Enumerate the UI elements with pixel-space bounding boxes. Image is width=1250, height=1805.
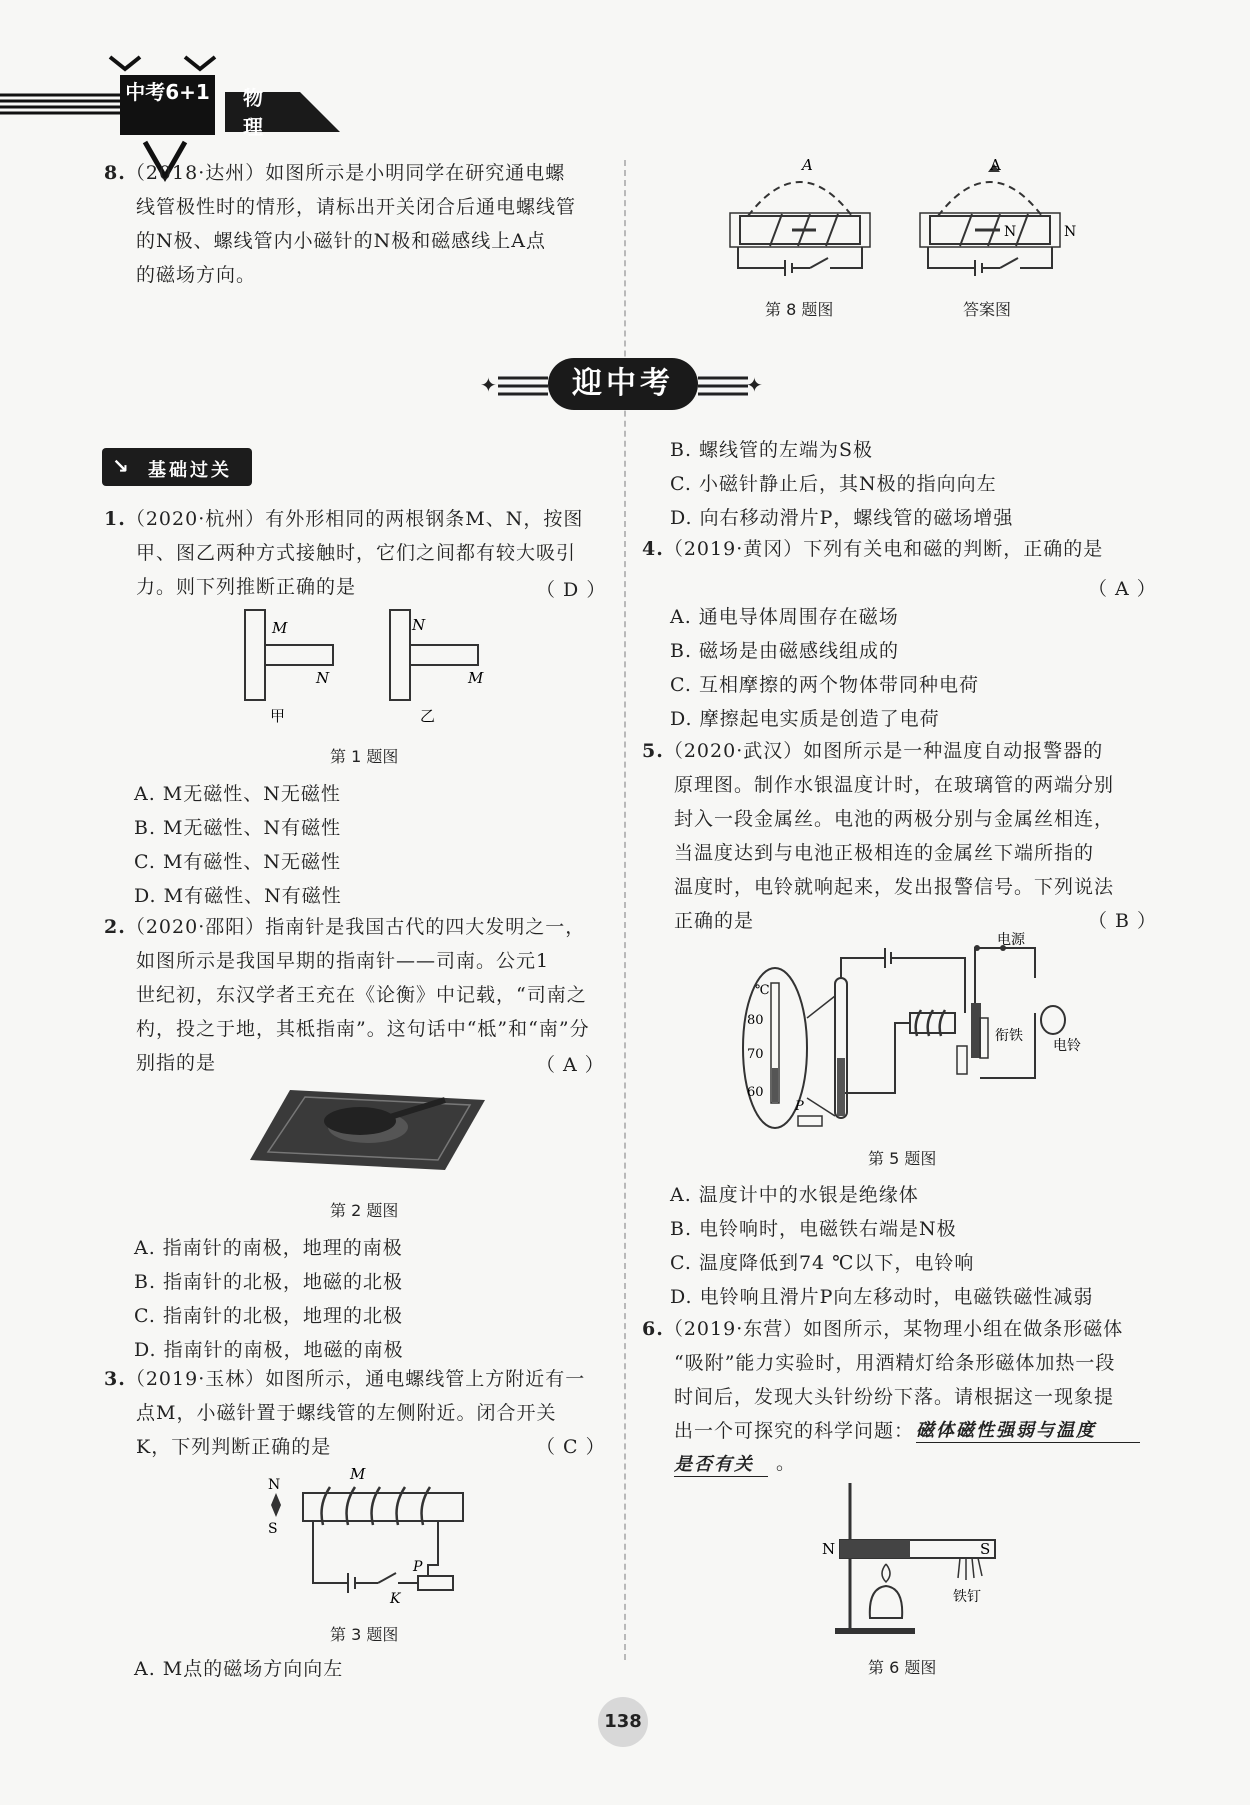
q3-option-d: D. 向右移动滑片P，螺线管的磁场增强 [670,507,1014,529]
q6-figure-caption: 第 6 题图 [868,1658,937,1677]
q1-figure-caption: 第 1 题图 [330,747,399,766]
q2-option-c: C. 指南针的北极，地理的北极 [134,1305,403,1327]
label-unit: ℃ [755,983,770,998]
q8-line: 线管极性时的情形，请标出开关闭合后通电螺线管 [136,196,577,218]
q8-answer-caption: 答案图 [963,300,1012,319]
q2-line: 如图所示是我国早期的指南针——司南。公元1 [136,950,550,972]
q6-period: 。 [776,1452,796,1474]
q3-option-c: C. 小磁针静止后，其N极的指向向左 [670,473,997,495]
q3-option-b: B. 螺线管的左端为S极 [670,439,874,461]
question-number: 8. [104,162,126,184]
question-number: 6. [642,1318,664,1340]
q3-line: （2019·玉林）如图所示，通电螺线管上方附近有一 [125,1368,586,1390]
question-number: 1. [104,508,126,530]
label-armature: 衔铁 [995,1028,1023,1044]
label-jia: 甲 [270,707,286,725]
label-power: 电源 [997,932,1025,948]
q5-option-b: B. 电铃响时，电磁铁右端是N极 [670,1218,957,1240]
label-s: S [980,1540,991,1558]
q1-line: 甲、图乙两种方式接触时，它们之间都有较大吸引 [136,542,577,564]
question-number: 5. [642,740,664,762]
q4-answer: （ A ） [1088,578,1157,600]
q1-answer: （ D ） [536,579,607,601]
question-8 [104,156,614,292]
q5-option-a: A. 温度计中的水银是绝缘体 [670,1184,919,1206]
q6-line: （2019·东营）如图所示，某物理小组在做条形磁体 [663,1318,1124,1340]
label-a: A [990,156,1001,174]
q8-answer-figure [920,158,1085,283]
q8-figure-caption: 第 8 题图 [765,300,834,319]
label-m: M [468,669,484,687]
q5-figure-caption: 第 5 题图 [868,1149,937,1168]
q5-answer: （ B ） [1088,910,1158,932]
label-n: N [412,616,426,634]
q2-line: 世纪初，东汉学者王充在《论衡》中记载，“司南之 [136,984,587,1006]
q2-line: （2020·邵阳）指南针是我国古代的四大发明之一， [125,916,586,938]
label-k: K [390,1591,401,1607]
q1-option-d: D. M有磁性、N有磁性 [134,885,342,907]
q6-figure [820,1478,1020,1638]
label-s: S [268,1521,278,1537]
q5-line: （2020·武汉）如图所示是一种温度自动报警器的 [663,740,1104,762]
q1-option-c: C. M有磁性、N无磁性 [134,851,342,873]
question-number: 3. [104,1368,126,1390]
q4-line: （2019·黄冈）下列有关电和磁的判断，正确的是 [663,538,1104,560]
q6-answer-line1: 磁体磁性强弱与温度 [916,1416,1140,1443]
q4-option-a: A. 通电导体周围存在磁场 [670,606,899,628]
q8-figure [730,158,870,283]
q2-line: 别指的是 [136,1052,217,1074]
label-70: 70 [747,1047,764,1062]
label-n: N [268,1477,281,1493]
svg-text:✦: ✦ [746,373,763,397]
q8-line: （2018·达州）如图所示是小明同学在研究通电螺 [125,162,566,184]
q6-line: 出一个可探究的科学问题： [674,1420,915,1442]
svg-text:✦: ✦ [480,373,497,397]
q6-line: “吸附”能力实验时，用酒精灯给条形磁体加热一段 [674,1352,1116,1374]
q2-figure-sinan [250,1085,490,1175]
q2-option-b: B. 指南针的北极，地磁的北极 [134,1271,404,1293]
q2-figure-caption: 第 2 题图 [330,1201,399,1220]
section-tag [102,448,252,486]
q8-line: 的N极、螺线管内小磁针的N极和磁感线上A点 [136,230,546,252]
question-4 [642,532,1202,566]
q1-option-b: B. M无磁性、N有磁性 [134,817,342,839]
page-number: 138 [598,1697,648,1747]
q1-option-a: A. M无磁性、N无磁性 [134,783,341,805]
q1-line: （2020·杭州）有外形相同的两根钢条M、N，按图 [125,508,584,530]
logo-text: 中考6+1 [125,80,210,104]
q5-line: 当温度达到与电池正极相连的金属丝下端所指的 [674,842,1095,864]
q5-figure [735,932,1105,1138]
q1-line: 力。则下列推断正确的是 [136,576,357,598]
label-yi: 乙 [420,707,436,725]
q2-answer: （ A ） [536,1054,605,1076]
label-m: M [272,619,288,637]
header-bar [0,72,269,139]
arrow-icon: ↘ [112,454,129,478]
label-60: 60 [747,1085,764,1100]
q2-option-d: D. 指南针的南极，地磁的南极 [134,1339,404,1361]
q3-line: 点M，小磁针置于螺线管的左侧附近。闭合开关 [136,1402,557,1424]
q3-figure-caption: 第 3 题图 [330,1625,399,1644]
q5-option-d: D. 电铃响且滑片P向左移动时，电磁铁磁性减弱 [670,1286,1094,1308]
q3-line: K，下列判断正确的是 [136,1436,332,1458]
label-a: A [802,156,813,174]
q6-line: 时间后，发现大头针纷纷下落。请根据这一现象提 [674,1386,1115,1408]
label-m: M [350,1465,366,1483]
label-p: P [795,1099,804,1114]
q5-line: 封入一段金属丝。电池的两极分别与金属丝相连， [674,808,1115,830]
banner-title: 迎中考 [548,358,698,410]
subject-label: 物理 [243,86,269,139]
label-bell: 电铃 [1053,1038,1081,1054]
q2-option-a: A. 指南针的南极，地理的南极 [134,1237,403,1259]
q2-line: 杓，投之于地，其柢指南”。这句话中“柢”和“南”分 [136,1018,590,1040]
question-number: 2. [104,916,126,938]
label-n: N [1064,224,1077,240]
q3-answer: （ C ） [536,1436,606,1458]
q1-figure [240,605,484,725]
label-80: 80 [747,1013,764,1028]
q5-line: 温度时，电铃就响起来，发出报警信号。下列说法 [674,876,1115,898]
q8-line: 的磁场方向。 [136,264,257,286]
label-n: N [1004,224,1017,240]
q5-line: 正确的是 [674,910,755,932]
question-number: 4. [642,538,664,560]
q5-line: 原理图。制作水银温度计时，在玻璃管的两端分别 [674,774,1115,796]
q6-answer-line2: 是否有关 [674,1450,768,1477]
q4-option-d: D. 摩擦起电实质是创造了电荷 [670,708,940,730]
label-n: N [316,669,330,687]
label-n: N [822,1540,836,1558]
q5-option-c: C. 温度降低到74 ℃以下，电铃响 [670,1252,975,1274]
q4-option-b: B. 磁场是由磁感线组成的 [670,640,900,662]
q3-option-a: A. M点的磁场方向向左 [134,1658,344,1680]
q4-option-c: C. 互相摩擦的两个物体带同种电荷 [670,674,979,696]
q3-figure [268,1465,478,1610]
section-title: 基础过关 [148,460,232,481]
label-pins: 铁钉 [953,1589,981,1605]
label-p: P [413,1559,423,1575]
